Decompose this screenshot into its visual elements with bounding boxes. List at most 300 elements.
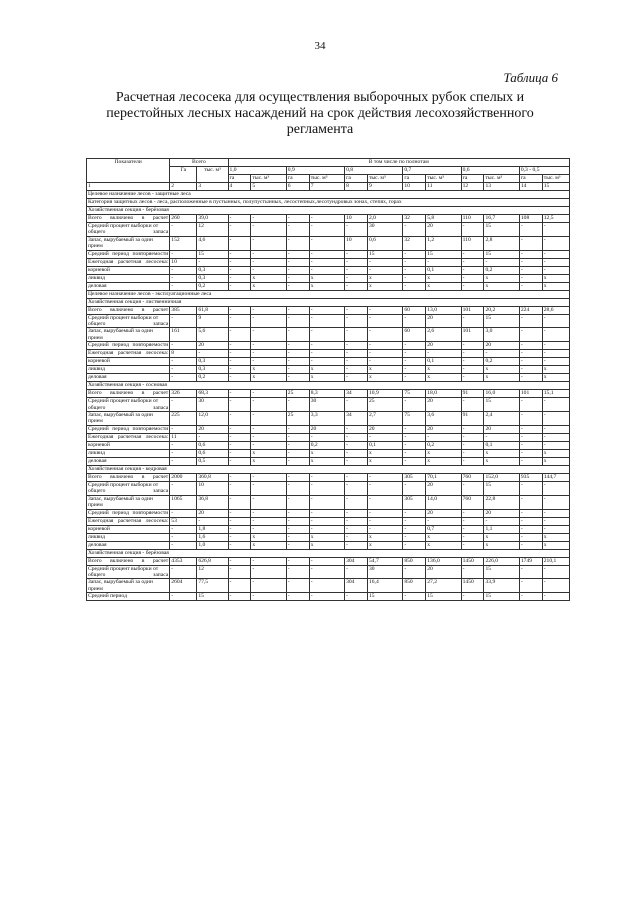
cell: 30	[197, 398, 228, 412]
cell: -	[286, 593, 309, 601]
table-row	[87, 223, 570, 237]
cell: -	[228, 250, 251, 258]
cell: -	[403, 425, 426, 433]
cell: 0,3	[197, 366, 228, 374]
header-colnum-6: 6	[286, 183, 309, 191]
cell: 10,9	[367, 390, 402, 398]
cell: -	[461, 274, 484, 282]
cell: -	[519, 223, 542, 237]
cell: -	[345, 314, 368, 328]
cell: х	[251, 457, 286, 465]
cell: -	[484, 517, 519, 525]
cell: -	[519, 366, 542, 374]
cell: 101	[461, 328, 484, 342]
cell: -	[197, 517, 228, 525]
cell: -	[345, 250, 368, 258]
cell: -	[461, 441, 484, 449]
cell: -	[345, 517, 368, 525]
cell: -	[542, 495, 569, 509]
cell: 33,9	[484, 579, 519, 593]
cell: х	[426, 449, 461, 457]
cell: 75	[403, 412, 426, 426]
header-indicators: Показатели	[87, 159, 170, 183]
cell: -	[286, 565, 309, 579]
header-colnum-12: 12	[461, 183, 484, 191]
cell: 224	[519, 306, 542, 314]
row-label: корневой	[87, 441, 170, 449]
cell: -	[286, 374, 309, 382]
cell: -	[228, 509, 251, 517]
cell: -	[170, 541, 197, 549]
cell: 0,3	[197, 266, 228, 274]
cell: -	[228, 266, 251, 274]
cell: -	[345, 473, 368, 481]
cell: -	[345, 457, 368, 465]
cell: -	[403, 266, 426, 274]
header-sub-7: тыс. м³	[426, 175, 461, 183]
cell: 2,8	[484, 236, 519, 250]
cell: -	[345, 366, 368, 374]
cell: -	[345, 306, 368, 314]
cell: -	[286, 449, 309, 457]
cell: -	[251, 565, 286, 579]
cell: -	[251, 481, 286, 495]
cell: -	[170, 250, 197, 258]
cell: -	[197, 350, 228, 358]
cell: -	[367, 525, 402, 533]
cell: -	[228, 215, 251, 223]
header-fullness-1: 0,9	[286, 167, 344, 175]
cell: -	[484, 350, 519, 358]
cell: -	[461, 541, 484, 549]
cell: -	[519, 398, 542, 412]
cell: 1,8	[197, 525, 228, 533]
row-label: ликвид	[87, 366, 170, 374]
table-row	[87, 557, 570, 565]
cell: 20	[484, 425, 519, 433]
section-title: Категория защитных лесов - леса, расположенные в пустынных, полупустынных, лесостепных,лесотундровых зонах, степях, горах	[87, 199, 570, 207]
header-fullness-0: 1,0	[228, 167, 286, 175]
section-title: Хозяйственная секция - кедровая	[87, 465, 570, 473]
cell: -	[309, 223, 344, 237]
cell: -	[170, 449, 197, 457]
cell: х	[309, 449, 344, 457]
cell: -	[286, 509, 309, 517]
cell: -	[286, 533, 309, 541]
cell: 1749	[519, 557, 542, 565]
cell: 12,0	[197, 412, 228, 426]
cell: -	[542, 517, 569, 525]
cell: -	[461, 533, 484, 541]
cell: -	[461, 342, 484, 350]
cell: 760	[461, 473, 484, 481]
cell: -	[367, 433, 402, 441]
cell: -	[286, 366, 309, 374]
cell: -	[251, 342, 286, 350]
cell: 12	[197, 565, 228, 579]
cell: 1,0	[197, 541, 228, 549]
cell: -	[309, 525, 344, 533]
cell: 18,0	[426, 390, 461, 398]
cell: 20,2	[484, 306, 519, 314]
table-row	[87, 449, 570, 457]
cell: 70,1	[426, 473, 461, 481]
cell: 12	[197, 223, 228, 237]
cell: 30	[309, 398, 344, 412]
table-row	[87, 509, 570, 517]
cell: х	[309, 533, 344, 541]
table-row	[87, 350, 570, 358]
table-row	[87, 525, 570, 533]
cell: -	[519, 533, 542, 541]
cell: -	[461, 250, 484, 258]
cell: -	[403, 398, 426, 412]
cell: -	[197, 433, 228, 441]
header-colnum-15: 15	[542, 183, 569, 191]
cell: -	[309, 579, 344, 593]
cell: 20	[426, 509, 461, 517]
cell: -	[228, 481, 251, 495]
cell: -	[251, 314, 286, 328]
header-sub-9: тыс. м³	[484, 175, 519, 183]
row-label: Средний процент выборки от общего запаса	[88, 314, 169, 328]
cell: -	[519, 517, 542, 525]
page-number: 34	[314, 40, 326, 52]
cell: 34	[345, 390, 368, 398]
table-row	[87, 328, 570, 342]
section-row	[87, 207, 570, 215]
cell: -	[251, 433, 286, 441]
cell: 304	[345, 579, 368, 593]
cell: -	[228, 342, 251, 350]
cell: -	[286, 342, 309, 350]
cell: -	[286, 282, 309, 290]
cell: -	[309, 236, 344, 250]
cell: 22,8	[484, 495, 519, 509]
cell: 11	[170, 433, 197, 441]
cell: 20	[484, 509, 519, 517]
cell: -	[286, 541, 309, 549]
header-including: В том числе по полнотам	[228, 159, 569, 167]
row-label: Запас, вырубаемый за один прием	[87, 579, 170, 593]
cell: -	[228, 557, 251, 565]
cell: х	[309, 366, 344, 374]
cell: -	[519, 374, 542, 382]
header-colnum-7: 7	[309, 183, 344, 191]
cell: х	[309, 374, 344, 382]
section-row	[87, 549, 570, 557]
cell: -	[519, 541, 542, 549]
cell: -	[170, 593, 197, 601]
table-row	[87, 274, 570, 282]
cell: 20	[426, 425, 461, 433]
cell: -	[367, 495, 402, 509]
cell: 16,0	[484, 390, 519, 398]
cell: -	[228, 517, 251, 525]
cell: -	[403, 358, 426, 366]
cell: -	[542, 565, 569, 579]
row-label: деловая	[87, 541, 170, 549]
cell: 20	[309, 425, 344, 433]
cell: -	[228, 223, 251, 237]
cell: х	[484, 282, 519, 290]
table-row	[87, 282, 570, 290]
cell: 15	[426, 250, 461, 258]
header-sub-8: га	[461, 175, 484, 183]
cell: -	[403, 541, 426, 549]
row-label: деловая	[87, 282, 170, 290]
cell: -	[228, 541, 251, 549]
cell: 27,2	[426, 579, 461, 593]
cell: -	[251, 358, 286, 366]
cell: -	[228, 390, 251, 398]
document-title: Расчетная лесосека для осуществления выборочных рубок спелых и перестойных лесных насаждений на срок действия лесохозяйственного регламента	[106, 90, 534, 137]
row-label: Всего включено в расчет	[88, 557, 169, 564]
cell: -	[461, 258, 484, 266]
table-row	[87, 306, 570, 314]
table-row	[87, 390, 570, 398]
cell: -	[519, 457, 542, 465]
cell: х	[367, 366, 402, 374]
table-row	[87, 495, 570, 509]
cell: -	[403, 517, 426, 525]
cell: 1,6	[197, 533, 228, 541]
header-total: Всего	[170, 159, 228, 167]
table-row	[87, 266, 570, 274]
cell: -	[403, 282, 426, 290]
cell: 0,6	[197, 441, 228, 449]
cell: 68,3	[197, 390, 228, 398]
cell: -	[519, 509, 542, 517]
cell: -	[170, 565, 197, 579]
header-colnum-13: 13	[484, 183, 519, 191]
cell: -	[309, 473, 344, 481]
cell: -	[403, 366, 426, 374]
cell: х	[484, 366, 519, 374]
cell: 14,0	[426, 495, 461, 509]
cell: -	[251, 425, 286, 433]
cell: -	[519, 433, 542, 441]
header-fullness-5: 0,3 - 0,5	[519, 167, 569, 175]
table-row	[87, 236, 570, 250]
cell: -	[345, 274, 368, 282]
cell: -	[403, 258, 426, 266]
cell: -	[251, 593, 286, 601]
cell: -	[286, 328, 309, 342]
cell: 16,7	[484, 215, 519, 223]
header-colnum-5: 5	[251, 183, 286, 191]
cell: -	[309, 509, 344, 517]
cell: -	[542, 579, 569, 593]
cell: -	[228, 236, 251, 250]
table-row	[87, 250, 570, 258]
table-row	[87, 374, 570, 382]
cell: 12,5	[542, 215, 569, 223]
section-row	[87, 465, 570, 473]
cell: 0,3	[197, 274, 228, 282]
cell: -	[461, 517, 484, 525]
cell: -	[251, 441, 286, 449]
row-label: Всего включено в расчет	[88, 473, 169, 480]
header-sub-0: га	[228, 175, 251, 183]
cell: -	[197, 258, 228, 266]
cell: х	[542, 533, 569, 541]
cell: х	[484, 274, 519, 282]
cell: 15	[426, 593, 461, 601]
cell: -	[170, 282, 197, 290]
cell: х	[309, 457, 344, 465]
cell: х	[426, 533, 461, 541]
cell: 8	[170, 350, 197, 358]
table-row	[87, 366, 570, 374]
cell: 15	[367, 250, 402, 258]
cell: -	[286, 236, 309, 250]
cell: х	[367, 449, 402, 457]
header-colnum-11: 11	[426, 183, 461, 191]
cell: -	[170, 509, 197, 517]
cell: -	[251, 328, 286, 342]
cell: х	[367, 457, 402, 465]
cell: -	[403, 593, 426, 601]
cell: 15	[484, 398, 519, 412]
cell: -	[170, 457, 197, 465]
cell: -	[286, 350, 309, 358]
cell: -	[519, 358, 542, 366]
cell: -	[519, 579, 542, 593]
cell: -	[461, 398, 484, 412]
cell: -	[461, 314, 484, 328]
cell: -	[345, 398, 368, 412]
cell: х	[367, 274, 402, 282]
cell: х	[484, 449, 519, 457]
cell: -	[367, 358, 402, 366]
cell: -	[170, 425, 197, 433]
cell: 0,2	[309, 441, 344, 449]
cell: -	[542, 350, 569, 358]
cell: 25	[367, 398, 402, 412]
cell: х	[251, 374, 286, 382]
header-sub-4: га	[345, 175, 368, 183]
cell: 20	[367, 425, 402, 433]
cell: -	[542, 398, 569, 412]
cell: -	[403, 457, 426, 465]
cell: -	[228, 441, 251, 449]
cell: -	[542, 412, 569, 426]
cell: -	[345, 541, 368, 549]
row-label: Ежегодная расчетная лесосека:	[88, 258, 169, 265]
cell: 20	[197, 509, 228, 517]
cell: 5,6	[197, 328, 228, 342]
section-title: Хозяйственная секция - берёзовая	[87, 207, 570, 215]
cell: -	[519, 449, 542, 457]
cell: х	[251, 541, 286, 549]
cell: х	[367, 282, 402, 290]
cell: 30	[367, 223, 402, 237]
table-label: Таблица 6	[503, 70, 558, 85]
row-label: деловая	[87, 457, 170, 465]
cell: -	[228, 314, 251, 328]
cell: 75	[403, 390, 426, 398]
cell: 36,8	[197, 495, 228, 509]
cell: 108	[519, 215, 542, 223]
table-row	[87, 342, 570, 350]
cell: -	[345, 441, 368, 449]
header-colnum-1: 1	[87, 183, 170, 191]
cell: -	[170, 374, 197, 382]
cell: -	[519, 425, 542, 433]
row-label: Ежегодная расчетная лесосека:	[88, 350, 169, 357]
cell: 1450	[461, 579, 484, 593]
cell: -	[519, 274, 542, 282]
cell: -	[251, 579, 286, 593]
cell: 101	[519, 390, 542, 398]
cell: -	[345, 328, 368, 342]
cell: 0,3	[197, 358, 228, 366]
cell: -	[309, 266, 344, 274]
cell: 0,7	[426, 525, 461, 533]
cell: х	[484, 457, 519, 465]
cell: -	[519, 412, 542, 426]
header-colnum-10: 10	[403, 183, 426, 191]
cell: -	[170, 342, 197, 350]
cell: -	[286, 306, 309, 314]
cell: -	[309, 557, 344, 565]
cell: -	[228, 425, 251, 433]
cell: -	[519, 236, 542, 250]
section-title: Целевое назначение лесов - защитные леса	[87, 191, 570, 199]
cell: 3,0	[484, 328, 519, 342]
cell: -	[519, 282, 542, 290]
cell: -	[251, 509, 286, 517]
cell: -	[403, 565, 426, 579]
header-sub-10: га	[519, 175, 542, 183]
header-total-m3: тыс. м³	[197, 167, 228, 183]
cell: 136,0	[426, 557, 461, 565]
cell: 0,2	[484, 358, 519, 366]
cell: -	[251, 223, 286, 237]
cell: -	[345, 509, 368, 517]
cell: х	[542, 274, 569, 282]
row-label: Средний период повторяемости	[88, 342, 169, 349]
cell: х	[426, 374, 461, 382]
cell: -	[286, 398, 309, 412]
cell: 4,6	[197, 236, 228, 250]
cell: 2,0	[367, 215, 402, 223]
cell: 54,7	[367, 557, 402, 565]
row-label: Средний период	[87, 593, 170, 601]
cell: -	[286, 223, 309, 237]
cell: -	[403, 441, 426, 449]
cell: -	[170, 274, 197, 282]
cell: х	[542, 374, 569, 382]
cell: 0,1	[426, 266, 461, 274]
cell: 20	[197, 342, 228, 350]
cell: -	[345, 495, 368, 509]
header-sub-11: тыс. м³	[542, 175, 569, 183]
cell: -	[542, 266, 569, 274]
cell: х	[426, 541, 461, 549]
cell: -	[345, 350, 368, 358]
section-row	[87, 199, 570, 207]
cell: -	[542, 250, 569, 258]
cell: 39,0	[197, 215, 228, 223]
cell: 2604	[170, 579, 197, 593]
cell: -	[461, 457, 484, 465]
cell: -	[228, 412, 251, 426]
cell: -	[519, 593, 542, 601]
cell: -	[286, 457, 309, 465]
cell: 110	[461, 236, 484, 250]
